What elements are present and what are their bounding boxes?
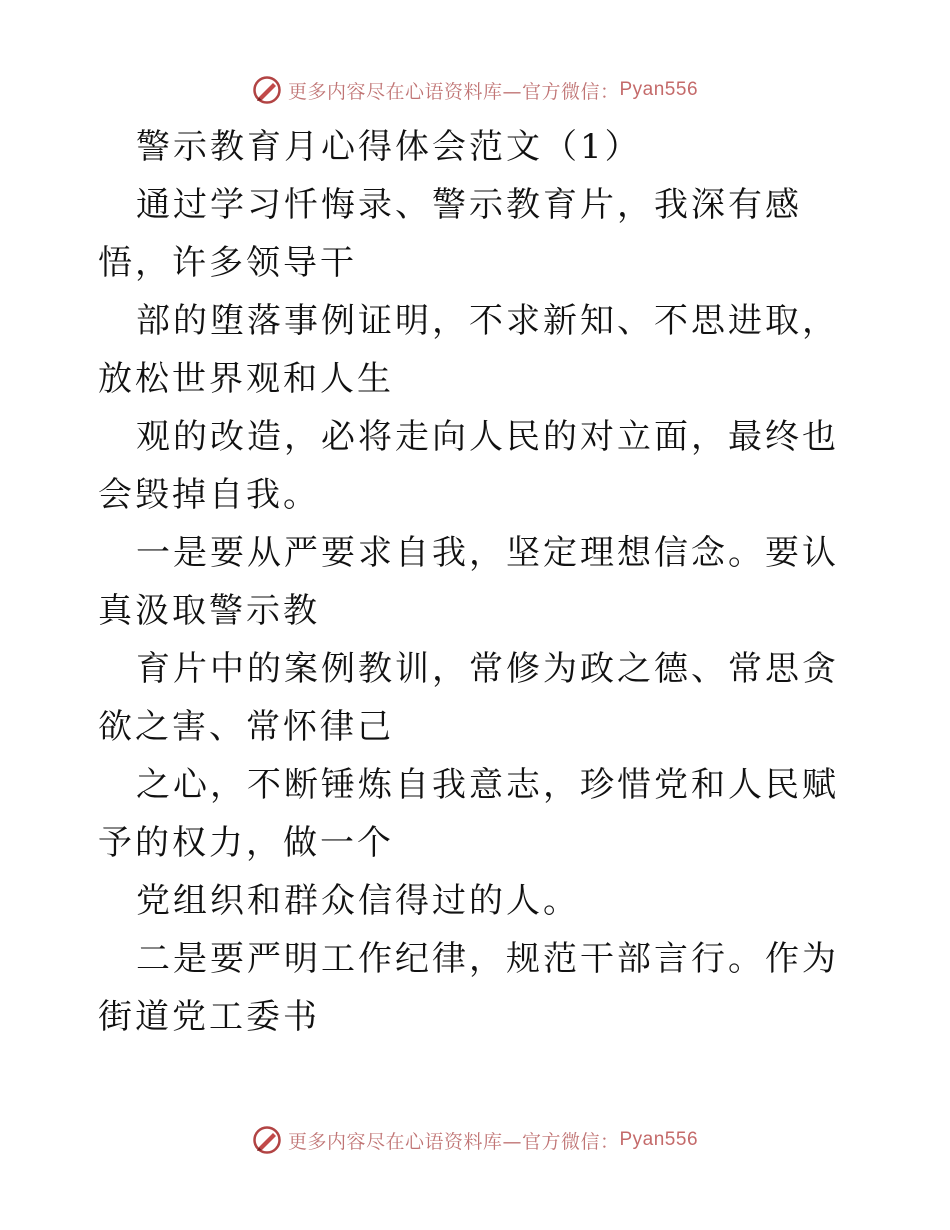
document-title: 警示教育月心得体会范文（1） — [136, 127, 642, 167]
paragraph: 二是要严明工作纪律，规范干部言行。作为街道党工委书 — [98, 939, 839, 1037]
paragraph: 育片中的案例教训，常修为政之德、常思贪欲之害、常怀律己 — [98, 649, 839, 747]
paragraph: 观的改造，必将走向人民的对立面，最终也会毁掉自我。 — [98, 417, 839, 515]
header-watermark — [0, 70, 950, 110]
document-body — [98, 118, 858, 1046]
watermark-text: 更多内容尽在心语资料库—官方微信： — [287, 80, 620, 103]
paragraph: 党组织和群众信得过的人。 — [136, 881, 580, 921]
pen-logo-icon — [252, 75, 282, 105]
paragraph: 通过学习忏悔录、警示教育片，我深有感悟，许多领导干 — [98, 185, 802, 283]
pen-logo-icon — [252, 1125, 282, 1155]
paragraph: 一是要从严要求自我，坚定理想信念。要认真汲取警示教 — [98, 533, 839, 631]
paragraph: 部的堕落事例证明，不求新知、不思进取，放松世界观和人生 — [98, 301, 839, 399]
paragraph: 之心，不断锤炼自我意志，珍惜党和人民赋予的权力，做一个 — [98, 765, 839, 863]
watermark-text: 更多内容尽在心语资料库—官方微信： — [287, 1130, 620, 1153]
watermark-wechat-id: Pyan556 — [619, 79, 699, 100]
footer-watermark — [0, 1120, 950, 1160]
watermark-wechat-id: Pyan556 — [619, 1129, 699, 1150]
